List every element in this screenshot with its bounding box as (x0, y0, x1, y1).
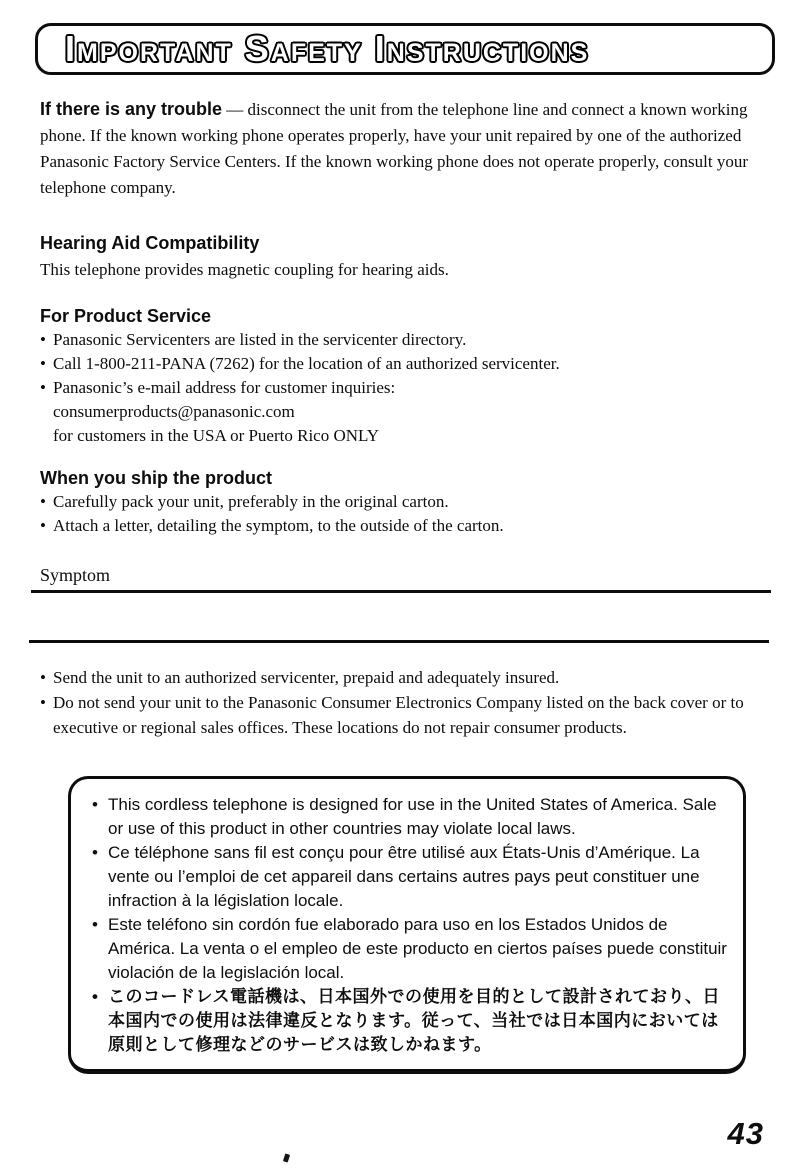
page-title: Important Safety Instructions (65, 28, 590, 69)
intro-lead: If there is any trouble (40, 99, 223, 119)
intro-body: — disconnect the unit from the telephone line and connect a known working phone. If the known working phone operates properly, have your unit repaired by one of the authorized Panasonic Factory Service Centers. If the known working phone does not operate properly, consult your telephone company. (40, 100, 748, 197)
heading-product-service: For Product Service (40, 306, 212, 326)
warning-text-french: Ce téléphone sans fil est conçu pour être utilisé aux États-Unis d’Amérique. La vente ou l’emploi de cet appareil dans certains autres pays peut constituer une infraction à la législation locale. (108, 843, 700, 910)
bullet-icon: • (40, 330, 46, 349)
email-address: consumerproducts@panasonic.com (53, 402, 295, 421)
hearing-aid-body: This telephone provides magnetic coupling for hearing aids. (40, 260, 449, 279)
list-item-text: Call 1-800-211-PANA (7262) for the location of an authorized servicenter. (53, 354, 560, 373)
scan-speck (283, 1153, 290, 1162)
list-item (40, 690, 770, 740)
list-item-text: Send the unit to an authorized servicenter, prepaid and adequately insured. (53, 668, 560, 687)
warning-item-english (89, 793, 729, 841)
title-banner (35, 23, 775, 75)
list-item-text: Panasonic Servicenters are listed in the servicenter directory. (53, 330, 467, 349)
page-number: 43 (727, 1116, 764, 1151)
list-item (40, 514, 770, 538)
bullet-icon: • (40, 693, 46, 712)
heading-shipping: When you ship the product (40, 468, 272, 488)
heading-hearing-aid: Hearing Aid Compatibility (40, 233, 260, 253)
symptom-field (31, 562, 771, 593)
warning-text-japanese: このコードレス電話機は、日本国外での使用を目的として設計されており、日本国内での使用は法律違反となります。従って、当社では日本国内においては原則として修理などのサービスは致しかねます。 (108, 987, 720, 1054)
symptom-write-line (29, 640, 769, 643)
list-item (40, 665, 770, 690)
list-item-text: Attach a letter, detailing the symptom, to the outside of the carton. (53, 516, 504, 535)
bullet-icon: • (40, 492, 46, 511)
bullet-icon: • (40, 378, 46, 397)
warning-item-japanese (89, 985, 729, 1057)
warning-item-french (89, 841, 729, 913)
email-note: for customers in the USA or Puerto Rico ONLY (53, 426, 379, 445)
list-item (40, 490, 770, 514)
bullet-icon: • (92, 843, 98, 862)
bullet-icon: • (92, 987, 99, 1006)
bullet-icon: • (92, 795, 98, 814)
warning-item-spanish (89, 913, 729, 985)
warning-text-english: This cordless telephone is designed for use in the United States of America. Sale or use of this product in other countries may violate local laws. (108, 795, 717, 838)
list-item (40, 376, 770, 400)
bullet-icon: • (40, 516, 46, 535)
bullet-icon: • (40, 354, 46, 373)
list-item-text: Panasonic’s e-mail address for customer inquiries: (53, 378, 396, 397)
list-item-text: Do not send your unit to the Panasonic Consumer Electronics Company listed on the back cover or to executive or regional sales offices. These locations do not repair consumer products. (53, 693, 744, 737)
legal-warning-box (68, 776, 746, 1074)
list-item (40, 352, 770, 376)
symptom-label: Symptom (40, 565, 111, 585)
warning-text-spanish: Este teléfono sin cordón fue elaborado para uso en los Estados Unidos de América. La venta o el empleo de este producto en ciertos países puede constituir violación de la legislación local. (108, 915, 727, 982)
bullet-icon: • (92, 915, 98, 934)
send-notes (40, 665, 770, 740)
intro-paragraph (40, 96, 770, 201)
bullet-icon: • (40, 668, 46, 687)
list-item (40, 328, 770, 352)
list-item-text: Carefully pack your unit, preferably in the original carton. (53, 492, 449, 511)
